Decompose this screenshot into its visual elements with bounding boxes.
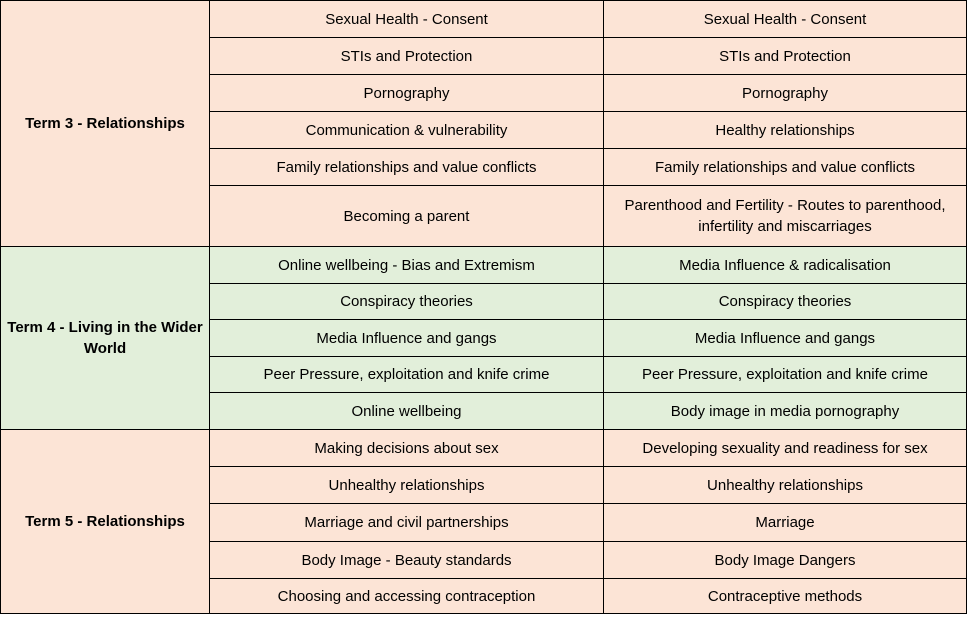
table-row bbox=[1, 247, 967, 284]
topic-cell-col1: Pornography bbox=[210, 75, 604, 112]
topic-cell-col2: STIs and Protection bbox=[604, 38, 967, 75]
topic-cell-col1: Media Influence and gangs bbox=[210, 320, 604, 357]
topic-cell-col2: Healthy relationships bbox=[604, 112, 967, 149]
topic-cell-col1: Family relationships and value conflicts bbox=[210, 149, 604, 186]
topic-cell-col2: Media Influence & radicalisation bbox=[604, 247, 967, 284]
topic-cell-col1: Making decisions about sex bbox=[210, 430, 604, 467]
table-row bbox=[1, 1, 967, 38]
topic-cell-col2: Sexual Health - Consent bbox=[604, 1, 967, 38]
term-5-label: Term 5 - Relationships bbox=[1, 430, 210, 614]
topic-cell-col2: Parenthood and Fertility - Routes to parenthood, infertility and miscarriages bbox=[604, 186, 967, 247]
topic-cell-col1: Online wellbeing - Bias and Extremism bbox=[210, 247, 604, 284]
topic-cell-col1: Becoming a parent bbox=[210, 186, 604, 247]
topic-cell-col2: Peer Pressure, exploitation and knife crime bbox=[604, 357, 967, 393]
term-3-label: Term 3 - Relationships bbox=[1, 1, 210, 247]
table-row bbox=[1, 430, 967, 467]
topic-cell-col2: Marriage bbox=[604, 504, 967, 542]
topic-cell-col2: Media Influence and gangs bbox=[604, 320, 967, 357]
topic-cell-col1: Choosing and accessing contraception bbox=[210, 579, 604, 614]
topic-cell-col1: Marriage and civil partnerships bbox=[210, 504, 604, 542]
topic-cell-col2: Unhealthy relationships bbox=[604, 467, 967, 504]
term-4-label: Term 4 - Living in the Wider World bbox=[1, 247, 210, 430]
topic-cell-col2: Conspiracy theories bbox=[604, 284, 967, 320]
topic-cell-col2: Developing sexuality and readiness for sex bbox=[604, 430, 967, 467]
topic-cell-col2: Family relationships and value conflicts bbox=[604, 149, 967, 186]
topic-cell-col1: Communication & vulnerability bbox=[210, 112, 604, 149]
topic-cell-col1: Conspiracy theories bbox=[210, 284, 604, 320]
topic-cell-col1: STIs and Protection bbox=[210, 38, 604, 75]
topic-cell-col1: Sexual Health - Consent bbox=[210, 1, 604, 38]
topic-cell-col1: Peer Pressure, exploitation and knife crime bbox=[210, 357, 604, 393]
topic-cell-col1: Online wellbeing bbox=[210, 393, 604, 430]
topic-cell-col2: Body image in media pornography bbox=[604, 393, 967, 430]
topic-cell-col1: Unhealthy relationships bbox=[210, 467, 604, 504]
topic-cell-col2: Contraceptive methods bbox=[604, 579, 967, 614]
topic-cell-col1: Body Image - Beauty standards bbox=[210, 542, 604, 579]
topic-cell-col2: Pornography bbox=[604, 75, 967, 112]
topic-cell-col2: Body Image Dangers bbox=[604, 542, 967, 579]
